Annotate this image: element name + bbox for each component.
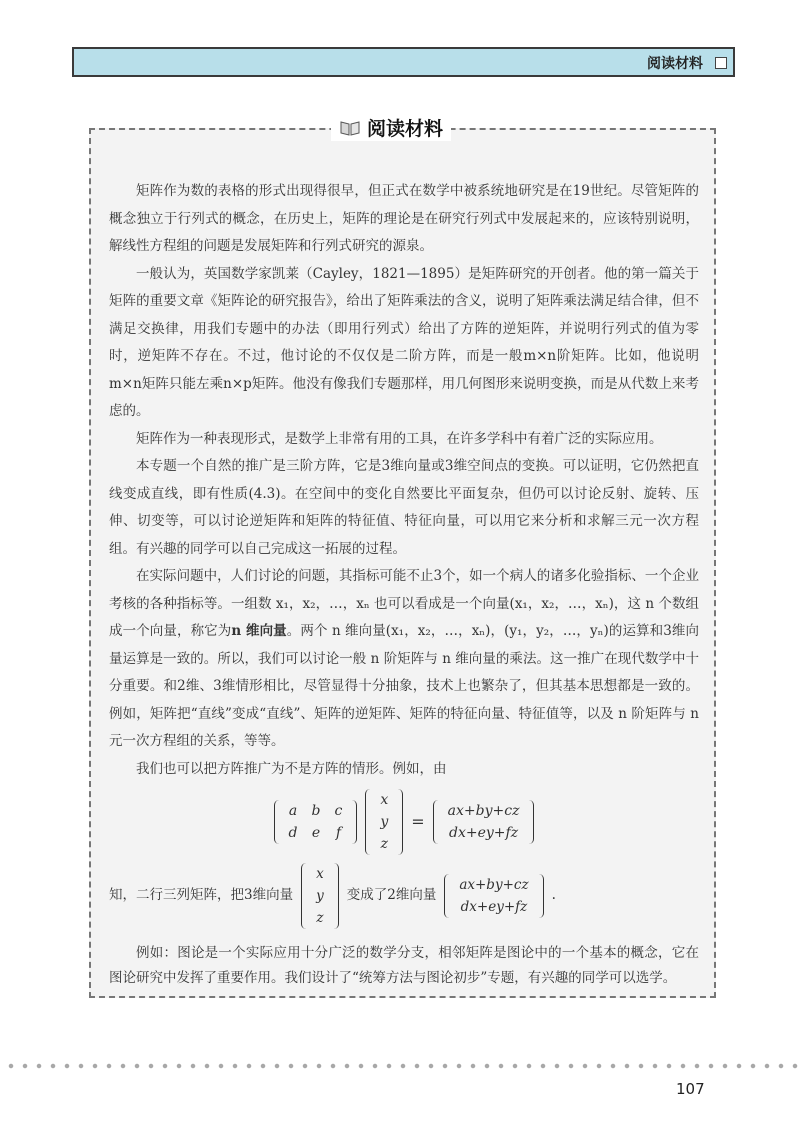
header-title: 阅读材料 (647, 56, 703, 72)
sentence-after: . (551, 887, 556, 904)
sentence-middle: 变成了2维向量 (346, 887, 437, 904)
coefficient-matrix (274, 800, 358, 844)
vector-cell: z (380, 836, 388, 852)
vector-cell: z (316, 910, 324, 926)
result-cell: dx+ey+fz (449, 825, 519, 841)
result-vector (433, 800, 535, 844)
reading-material-frame (89, 118, 716, 998)
vector-3d (301, 863, 339, 929)
dotted-divider (0, 1062, 800, 1070)
paragraph-4: 本专题一个自然的推广是三阶方阵，它是3维向量或3维空间点的变换。可以证明，它仍然把直线变成直线，即有性质(4.3)。在空间中的变化自然要比平面复杂，但仍可以讨论反射、旋转、压伸、切变等，可以讨论逆矩阵和矩阵的特征值、特征向量，可以用它来分析和求解三元一次方程组。有兴趣的同学可以自己完成这一拓展的过程。 (109, 458, 699, 557)
frame-title (331, 114, 451, 141)
paragraph-6: 我们也可以把方阵推广为不是方阵的情形。例如，由 (136, 760, 447, 777)
n-dim-vector-term: n 维向量 (231, 623, 287, 639)
vector-cell: x (380, 792, 389, 808)
result-cell: dx+ey+fz (460, 899, 528, 915)
matrix-equation (109, 789, 699, 855)
vector-cell: y (316, 888, 324, 904)
vector-cell: y (380, 814, 389, 830)
frame-title-text: 阅读材料 (367, 118, 444, 140)
vector-cell: x (316, 866, 324, 882)
matrix-cell: b (311, 803, 321, 819)
sentence-with-vectors (109, 863, 699, 929)
vector-2d (444, 874, 543, 918)
sentence-before: 知，二行三列矩阵，把3维向量 (109, 887, 294, 904)
equals-sign: = (411, 812, 425, 832)
paragraph-3: 矩阵作为一种表现形式，是数学上非常有用的工具，在许多学科中有着广泛的实际应用。 (136, 430, 663, 447)
paragraph-2: 一般认为，英国数学家凯莱（Cayley，1821—1895）是矩阵研究的开创者。他的第一篇关于矩阵的重要文章《矩阵论的研究报告》，给出了矩阵乘法的含义，说明了矩阵乘法满足结合律，但不满足交换律，用我们专题中的办法（即用行列式）给出了方阵的逆矩阵，并说明行列式的值为零时，逆矩阵不存在。不过，他讨论的不仅仅是二阶方阵，而是一般m×n阶矩阵。比如，他说明m×n矩阵只能左乘n×p矩阵。他没有像我们专题那样，用几何图形来说明变换，而是从代数上来考虑的。 (109, 265, 699, 419)
header-square-icon (715, 57, 727, 69)
book-icon (339, 119, 361, 137)
article-body (109, 178, 699, 991)
page-number: 107 (676, 1080, 705, 1098)
paragraph-5-part-1: 在实际问题中，人们讨论的问题，其指标可能不止3个，如一个病人的诸多化验指标、一个企业考核的各种指标等。一组数 x₁，x₂，…，xₙ 也可以看成是一个向量(x₁，x₂，…，xₙ)，这 n 个数组成一个向量，称它为 (109, 568, 699, 639)
matrix-cell: e (311, 825, 321, 841)
result-cell: ax+by+cz (459, 877, 529, 893)
header-bar (72, 47, 735, 77)
paragraph-1: 矩阵作为数的表格的形式出现得很早，但正式在数学中被系统地研究是在19世纪。尽管矩阵的概念独立于行列式的概念，在历史上，矩阵的理论是在研究行列式中发展起来的，应该特别说明，解线性方程组的问题是发展矩阵和行列式研究的源泉。 (109, 183, 699, 254)
result-cell: ax+by+cz (447, 803, 520, 819)
matrix-cell: d (288, 825, 298, 841)
paragraph-8: 例如：图论是一个实际应用十分广泛的数学分支，相邻矩阵是图论中的一个基本的概念，它在图论研究中发挥了重要作用。我们设计了“统筹方法与图论初步”专题，有兴趣的同学可以选学。 (109, 945, 699, 986)
paragraph-5-part-2: 。两个 n 维向量(x₁，x₂，…，xₙ)，(y₁，y₂，…，yₙ)的运算和3维向量运算是一致的。所以，我们可以讨论一般 n 阶矩阵与 n 维向量的乘法。这一推广在现代数学中十分重要。和2维、3维情形相比，尽管显得十分抽象，技术上也繁杂了，但其基本思想都是一致的。例如，矩阵把“直线”变成“直线”、矩阵的逆矩阵、矩阵的特征向量、特征值等，以及 n 阶矩阵与 n 元一次方程组的关系，等等。 (109, 623, 700, 749)
matrix-cell: f (335, 825, 341, 841)
matrix-cell: c (334, 803, 343, 819)
paragraph-5 (109, 563, 699, 756)
matrix-cell: a (288, 803, 298, 819)
vector-xyz (365, 789, 403, 855)
